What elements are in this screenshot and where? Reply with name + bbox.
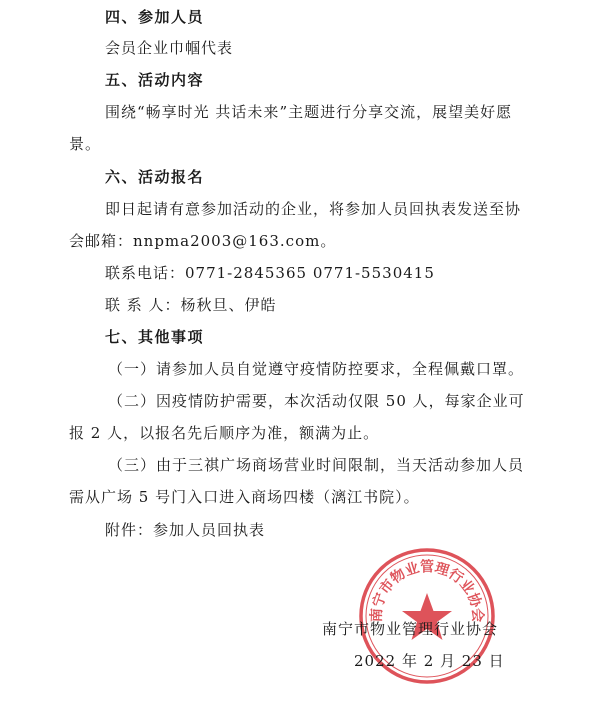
signature-date: 2022 年 2 月 23 日 [354,652,505,670]
section-5-heading: 五、活动内容 [105,71,205,89]
attachment-note: 附件：参加人员回执表 [105,521,266,539]
section-7-heading: 七、其他事项 [105,328,205,346]
section-4-body: 会员企业巾帼代表 [105,39,234,57]
section-7-item-2-line-2: 报 2 人，以报名先后顺序为准，额满为止。 [69,424,380,442]
section-7-item-2-line-1: （二）因疫情防护需要，本次活动仅限 50 人，每家企业可 [108,392,525,410]
section-6-body-line-1: 即日起请有意参加活动的企业，将参加人员回执表发送至协 [105,200,522,218]
contact-person: 联 系 人：杨秋旦、伊皓 [105,296,277,314]
contact-phone: 联系电话：0771-2845365 0771-5530415 [105,264,435,282]
section-6-body-line-2: 会邮箱：nnpma2003@163.com。 [69,232,337,250]
section-7-item-3-line-1: （三）由于三祺广场商场营业时间限制，当天活动参加人员 [108,456,525,474]
section-6-heading: 六、活动报名 [105,168,205,186]
section-7-item-1: （一）请参加人员自觉遵守疫情防控要求，全程佩戴口罩。 [108,360,525,378]
section-4-heading: 四、参加人员 [105,8,205,26]
seal-text-path: 南宁市物业管理行业协会 [368,559,486,623]
section-5-body-line-1: 围绕“畅享时光 共话未来”主题进行分享交流，展望美好愿 [105,103,513,121]
section-5-body-line-2: 景。 [69,135,102,153]
section-7-item-3-line-2: 需从广场 5 号门入口进入商场四楼（漓江书院）。 [69,488,420,506]
signature-organization: 南宁市物业管理行业协会 [322,620,499,638]
